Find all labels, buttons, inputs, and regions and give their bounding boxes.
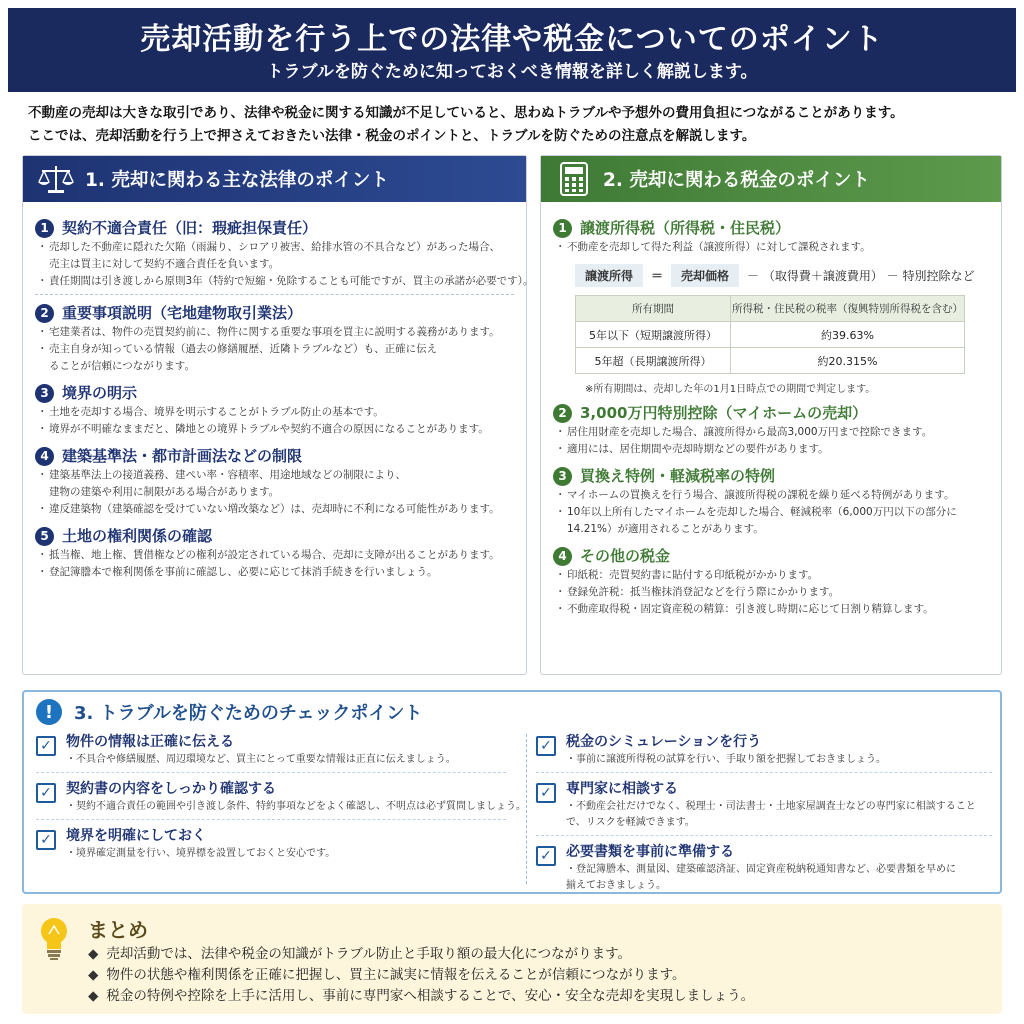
page-title: 売却活動を行う上での法律や税金についてのポイント (140, 22, 884, 57)
checklist-header (24, 692, 1000, 732)
scales-icon (33, 161, 79, 197)
desc-line: で、リスクを軽減できます。 (566, 817, 695, 828)
section-number: 1 (35, 219, 54, 238)
section-title-text: 重要事項説明（宅地建物取引業法） (62, 304, 303, 322)
bullet (35, 421, 514, 438)
table-cell: 約39.63% (731, 322, 965, 348)
section-divider (35, 294, 514, 295)
checklist-item-body (566, 842, 956, 894)
section-number: 4 (553, 547, 572, 566)
exclamation-icon: ! (36, 699, 62, 725)
tax-panel (540, 155, 1002, 675)
section-number: 3 (35, 384, 54, 403)
bullet (35, 341, 514, 375)
checkbox-icon: ✓ (536, 736, 556, 756)
bullet (553, 487, 989, 504)
bullet (35, 501, 514, 518)
checklist-right-column (536, 732, 992, 894)
bullet-line: ・ 売却した不動産に隠れた欠陥（雨漏り、シロアリ被害、給排水管の不具合など）があった場合、 (49, 241, 500, 253)
section-number: 1 (553, 219, 572, 238)
section-number: 2 (35, 304, 54, 323)
lightbulb-icon (36, 914, 72, 962)
item-separator (36, 772, 506, 773)
desc-line: ・不動産会社だけでなく、税理士・司法書士・土地家屋調査士などの専門家に相談すること (566, 801, 976, 812)
law-panel-header (23, 156, 526, 202)
summary-point-text: 物件の状態や権利関係を正確に把握し、買主に誠実に情報を伝えることが信頼につながります。 (106, 967, 686, 983)
bullet (553, 567, 989, 584)
page-subtitle: トラブルを防ぐために知っておくべき情報を詳しく解説します。 (266, 62, 758, 82)
law-panel-title: 1. 売却に関わる主な法律のポイント (85, 170, 389, 191)
bullet-line: ・ マイホームの買換えを行う場合、譲渡所得税の課税を繰り延べる特例があります。 (567, 489, 955, 501)
checklist-item-body (66, 826, 335, 862)
checklist-item-title: 必要書類を事前に準備する (566, 844, 734, 860)
section-number: 4 (35, 447, 54, 466)
section-title-text: 境界の明示 (62, 384, 138, 402)
intro-line: ここでは、売却活動を行う上で押さえておきたい法律・税金のポイントと、トラブルを防ぐための注意点を解説します。 (28, 128, 756, 144)
tax-sections (541, 202, 1001, 618)
bullet-line: ・ 適用には、居住期間や売却時期などの要件があります。 (567, 443, 829, 455)
item-separator (536, 772, 992, 773)
item-separator (36, 819, 506, 820)
table-cell: 5年超（長期譲渡所得） (576, 348, 731, 374)
checklist-item (536, 732, 992, 768)
intro-text (28, 102, 1008, 148)
bullet (553, 601, 989, 618)
checklist-item-title: 物件の情報は正確に伝える (66, 734, 234, 750)
section-title-text: 契約不適合責任（旧：瑕疵担保責任） (62, 219, 318, 237)
bullet (553, 424, 989, 441)
section-title (553, 402, 989, 424)
checklist-item (536, 842, 992, 894)
section-title (35, 445, 514, 467)
bullet (35, 273, 534, 290)
checklist-left-column (36, 732, 526, 862)
law-panel (22, 155, 534, 675)
checkbox-icon: ✓ (36, 736, 56, 756)
checklist-item-body (566, 732, 886, 768)
section-number: 2 (553, 404, 572, 423)
summary-title: まとめ (88, 918, 148, 942)
checklist-item-title: 専門家に相談する (566, 781, 678, 797)
table-note: ※所有期間は、売却した年の1月1日時点での期間で判定します。 (585, 384, 876, 395)
tax-formula (575, 264, 989, 287)
desc-line: ・事前に譲渡所得税の試算を行い、手取り額を把握しておきましょう。 (566, 754, 886, 765)
checklist-item-desc (66, 752, 456, 768)
checklist-item-desc (566, 752, 886, 768)
checkbox-icon: ✓ (536, 846, 556, 866)
tax-section-title (553, 217, 989, 239)
section-title-text: 買換え特例・軽減税率の特例 (580, 467, 776, 485)
checklist-item-body (66, 779, 526, 815)
section-title-text: その他の税金 (580, 547, 671, 565)
checklist-item-desc (566, 862, 956, 894)
bullet-line: ・ 居住用財産を売却した場合、譲渡所得から最高3,000万円まで控除できます。 (567, 426, 933, 438)
checklist-item-title: 境界を明確にしておく (66, 828, 206, 844)
checkbox-icon: ✓ (36, 783, 56, 803)
bullet-line: 売主は買主に対して契約不適合責任を負います。 (49, 258, 280, 270)
summary-point-text: 売却活動では、法律や税金の知識がトラブル防止と手取り額の最大化につながります。 (106, 946, 631, 962)
checklist-item-title: 契約書の内容をしっかり確認する (66, 781, 276, 797)
summary-points (88, 944, 754, 1007)
diamond-bullet: ◆ (88, 946, 99, 962)
bullet (553, 504, 989, 538)
checklist-item-title: 税金のシミュレーションを行う (566, 734, 762, 750)
checklist-title: 3. トラブルを防ぐためのチェックポイント (74, 703, 423, 724)
page-header (8, 8, 1016, 92)
bullet (35, 324, 514, 341)
formula-term: 売却価格 (671, 264, 739, 287)
section-title (35, 525, 514, 547)
section-title (553, 465, 989, 487)
checklist-item (36, 732, 506, 768)
summary-point (88, 965, 754, 986)
summary-box (22, 904, 1002, 1014)
section-title (553, 545, 989, 567)
law-sections (23, 202, 534, 581)
calculator-icon (551, 161, 597, 197)
column-divider (526, 734, 527, 884)
formula-rest: － （取得費＋譲渡費用） － 特別控除など (747, 269, 975, 283)
bullet-line: ・ 宅建業者は、物件の売買契約前に、物件に関する重要な事項を買主に説明する義務があります。 (49, 326, 500, 338)
checklist-item-body (66, 732, 456, 768)
bullet-line: ることが信頼につながります。 (49, 360, 195, 372)
formula-equals: ＝ (651, 269, 664, 283)
checklist-item-desc (566, 799, 976, 831)
bullet-line: ・ 土地を売却する場合、境界を明示することがトラブル防止の基本です。 (49, 406, 384, 418)
bullet (35, 239, 514, 273)
checklist-item-desc (66, 799, 526, 815)
desc-line: ・契約不適合責任の範囲や引き渡し条件、特約事項などをよく確認し、不明点は必ず質問しましょう。 (66, 801, 526, 812)
intro-line: 不動産の売却は大きな取引であり、法律や税金に関する知識が不足していると、思わぬトラブルや予想外の費用負担につながることがあります。 (28, 105, 904, 121)
diamond-bullet: ◆ (88, 967, 99, 983)
bullet (553, 584, 989, 601)
checklist-item-desc (66, 846, 335, 862)
checklist-item (36, 779, 526, 815)
tax-panel-title: 2. 売却に関わる税金のポイント (603, 170, 870, 191)
checklist-panel (22, 690, 1002, 894)
bullet-line: ・ 印紙税：売買契約書に貼付する印紙税がかかります。 (567, 569, 819, 581)
bullet-line: ・ 登記簿謄本で権利関係を事前に確認し、必要に応じて抹消手続きを行いましょう。 (49, 566, 438, 578)
table-cell: 約20.315% (731, 348, 965, 374)
bullet-line: ・ 建築基準法上の接道義務、建ぺい率・容積率、用途地域などの制限により、 (49, 469, 406, 481)
bullet-line: ・ 境界が不明確なままだと、隣地との境界トラブルや契約不適合の原因になることがあります。 (49, 423, 489, 435)
bullet-line: 14.21%）が適用されることがあります。 (567, 523, 764, 535)
bullet-line: 建物の建築や利用に制限がある場合があります。 (49, 486, 280, 498)
diamond-bullet: ◆ (88, 988, 99, 1004)
section-title-text: 3,000万円特別控除（マイホームの売却） (580, 404, 868, 422)
bullet: ・ 不動産を売却して得た利益（譲渡所得）に対して課税されます。 (553, 239, 989, 256)
table-row (576, 348, 965, 374)
section-title (35, 382, 514, 404)
bullet (35, 564, 514, 581)
bullet-line: ・ 売主自身が知っている情報（過去の修繕履歴、近隣トラブルなど）も、正確に伝え (49, 343, 438, 355)
section-number: 3 (553, 467, 572, 486)
bullet-line: ・ 登録免許税：抵当権抹消登記などを行う際にかかります。 (567, 586, 840, 598)
table-row (576, 322, 965, 348)
section-number: 5 (35, 527, 54, 546)
section-title-text: 建築基準法・都市計画法などの制限 (62, 447, 303, 465)
checklist-item (36, 826, 506, 862)
section-title-text: 譲渡所得税（所得税・住民税） (580, 219, 791, 237)
desc-line: ・境界確定測量を行い、境界標を設置しておくと安心です。 (66, 848, 336, 859)
bullet (553, 441, 989, 458)
checklist-item-body (566, 779, 976, 831)
desc-line: ・不具合や修繕履歴、周辺環境など、買主にとって重要な情報は正直に伝えましょう。 (66, 754, 456, 765)
tax-rate-table (575, 295, 965, 374)
bullet (35, 467, 514, 501)
tax-panel-header (541, 156, 1001, 202)
checklist-item (536, 779, 992, 831)
summary-point (88, 944, 754, 965)
item-separator (536, 835, 992, 836)
bullet-line: ・ 違反建築物（建築確認を受けていない増改築など）は、売却時に不利になる可能性があります。 (49, 503, 500, 515)
table-header: 所有期間 (576, 296, 731, 322)
desc-line: 揃えておきましょう。 (566, 880, 666, 891)
bullet (35, 404, 514, 421)
bullet-line: ・ 10年以上所有したマイホームを売却した場合、軽減税率（6,000万円以下の部分に (567, 506, 957, 518)
formula-term: 譲渡所得 (575, 264, 643, 287)
section-title (35, 217, 514, 239)
checkbox-icon: ✓ (36, 830, 56, 850)
bullet (35, 547, 514, 564)
checkbox-icon: ✓ (536, 783, 556, 803)
bullet-line: ・ 責任期間は引き渡しから原則3年（特約で短縮・免除することも可能ですが、買主の承諾が必要です）。 (49, 275, 534, 287)
desc-line: ・登記簿謄本、測量図、建築確認済証、固定資産税納税通知書など、必要書類を早めに (566, 864, 956, 875)
section-title (35, 302, 514, 324)
bullet-line: ・ 不動産取得税・固定資産税の精算：引き渡し時期に応じて日割り精算します。 (567, 603, 934, 615)
table-header: 所得税・住民税の税率（復興特別所得税を含む） (731, 296, 965, 322)
summary-point (88, 986, 754, 1007)
bullet-line: ・ 抵当権、地上権、賃借権などの権利が設定されている場合、売却に支障が出ることがあります。 (49, 549, 500, 561)
table-cell: 5年以下（短期譲渡所得） (576, 322, 731, 348)
section-title-text: 土地の権利関係の確認 (62, 527, 213, 545)
summary-point-text: 税金の特例や控除を上手に活用し、事前に専門家へ相談することで、安心・安全な売却を実現しましょう。 (106, 988, 755, 1004)
tax-more-sections (553, 402, 989, 618)
